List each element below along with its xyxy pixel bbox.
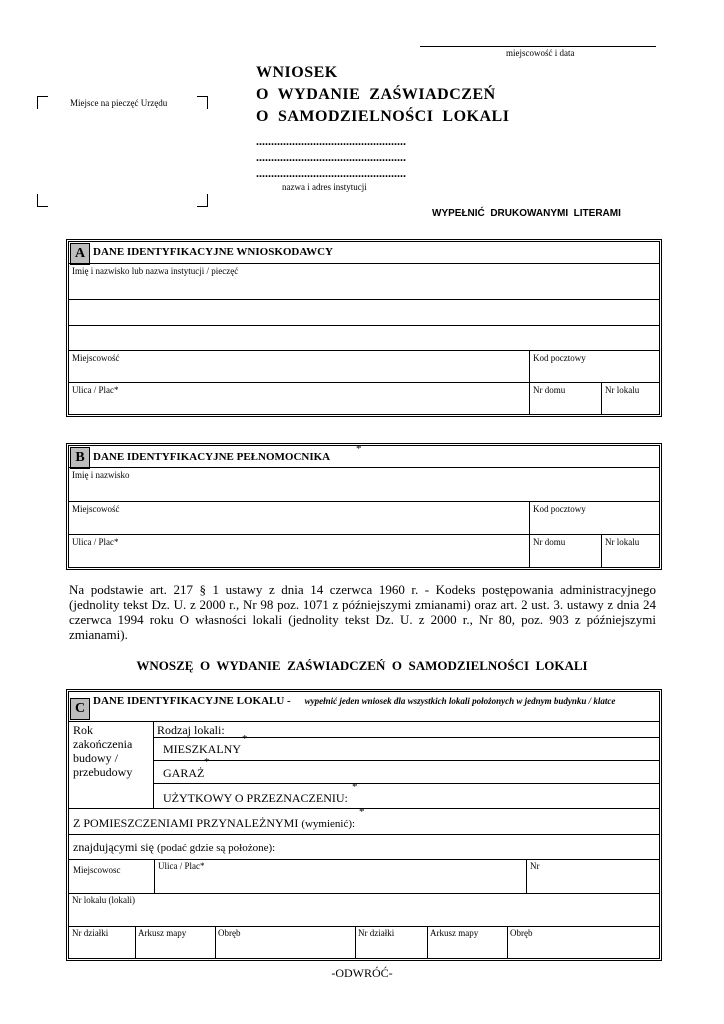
- place-date-line: [420, 46, 656, 47]
- request-heading: WNOSZĘ O WYDANIE ZAŚWIADCZEŃ O SAMODZIELNOŚCI LOKALI: [136, 658, 588, 673]
- c-map-sheet-field-1[interactable]: [137, 940, 213, 956]
- stamp-corner-tr: [197, 96, 208, 109]
- c-residential-option[interactable]: MIESZKALNY: [163, 742, 241, 756]
- c-year-label: Rok zakończenia budowy / przebudowy: [73, 723, 133, 779]
- a-name-field[interactable]: [72, 264, 656, 298]
- section-a: [66, 239, 662, 417]
- section-c: [66, 689, 662, 961]
- section-b-star: *: [356, 443, 362, 455]
- a-flat-label: Nr lokalu: [605, 385, 640, 395]
- c-located-hint: (podać gdzie są położone):: [156, 842, 276, 854]
- footer-turn-over: -ODWRÓĆ-: [331, 966, 393, 980]
- print-note: WYPEŁNIĆ DRUKOWANYMI LITERAMI: [432, 208, 621, 219]
- section-c-title: DANE IDENTYFIKACYJNE LOKALU -: [93, 695, 291, 707]
- c-map-sheet-field-2[interactable]: [429, 940, 505, 956]
- b-postal-label: Kod pocztowy: [533, 504, 586, 514]
- a-postal-label: Kod pocztowy: [533, 353, 586, 363]
- a-name-field-3[interactable]: [72, 326, 656, 349]
- b-name-label: Imię i nazwisko: [72, 470, 130, 480]
- b-city-field[interactable]: [72, 514, 527, 532]
- title-line-2: O WYDANIE ZAŚWIADCZEŃ: [256, 86, 496, 103]
- institution-label: nazwa i adres instytucji: [282, 182, 367, 192]
- c-type-label: Rodzaj lokali:: [157, 723, 225, 737]
- institution-dots-1: ..................................................: [256, 134, 406, 148]
- stamp-corner-tl: [37, 96, 48, 109]
- c-flat-nr-label: Nr lokalu (lokali): [72, 895, 135, 905]
- section-b-title: DANE IDENTYFIKACYJNE PEŁNOMOCNIKA: [93, 451, 331, 463]
- place-date-label: miejscowość i data: [506, 48, 575, 58]
- c-ancillary-label: Z POMIESZCZENIAMI PRZYNALEŻNYMI: [73, 816, 299, 830]
- a-street-label: Ulica / Plac*: [72, 385, 119, 395]
- legal-text: Na podstawie art. 217 § 1 ustawy z dnia 14 czerwca 1960 r. - Kodeks postępowania administracyjnego (jednolity tekst Dz. U. z 2000 r., Nr 98 poz. 1071 z późniejszymi zmianami) oraz art. 2 ust. 3. ustawy z dnia 24 czerwca 1994 roku O własności lokali (jednolity tekst Dz. U. z 2000 r., Nr 80, poz. 903 z późniejszymi zmianami).: [69, 582, 656, 642]
- c-utility-star: *: [352, 781, 358, 793]
- a-city-label: Miejscowość: [72, 353, 120, 363]
- b-city-label: Miejscowość: [72, 504, 120, 514]
- stamp-corner-bl: [37, 194, 48, 207]
- a-postal-field[interactable]: [531, 362, 655, 380]
- c-nr-field[interactable]: [529, 874, 655, 892]
- b-street-field[interactable]: [72, 547, 527, 565]
- c-plot-label-2: Nr działki: [358, 928, 395, 938]
- c-city-field[interactable]: [72, 876, 152, 892]
- b-flat-label: Nr lokalu: [605, 537, 640, 547]
- b-name-field[interactable]: [72, 480, 656, 499]
- c-nr-label: Nr: [530, 861, 540, 871]
- c-precinct-field-2[interactable]: [509, 940, 655, 956]
- institution-dots-2: ..................................................: [256, 150, 406, 164]
- c-precinct-field-1[interactable]: [217, 940, 353, 956]
- section-a-badge: A: [70, 243, 90, 265]
- b-house-field[interactable]: [531, 547, 599, 565]
- stamp-label: Miejsce na pieczęć Urzędu: [70, 98, 168, 108]
- a-name-field-2[interactable]: [72, 300, 656, 324]
- a-flat-field[interactable]: [603, 394, 655, 412]
- b-street-label: Ulica / Plac*: [72, 537, 119, 547]
- c-year-field[interactable]: [72, 784, 150, 806]
- c-located-label: znajdującymi się: [73, 840, 154, 854]
- c-ancillary-option[interactable]: [73, 816, 355, 831]
- c-utility-field[interactable]: [365, 784, 655, 806]
- c-map-sheet-label-1: Arkusz mapy: [138, 928, 187, 938]
- c-street-field[interactable]: [157, 874, 524, 892]
- title-line-1: WNIOSEK: [256, 64, 338, 81]
- c-plot-field-1[interactable]: [72, 940, 133, 956]
- stamp-corner-br: [197, 194, 208, 207]
- section-c-badge: C: [70, 698, 90, 720]
- c-map-sheet-label-2: Arkusz mapy: [430, 928, 479, 938]
- c-garage-option[interactable]: GARAŻ: [163, 766, 205, 780]
- c-flat-nr-field[interactable]: [72, 907, 655, 925]
- c-garage-star: *: [204, 756, 210, 768]
- institution-dots-3: ..................................................: [256, 166, 406, 180]
- c-precinct-label-2: Obręb: [510, 928, 533, 938]
- b-house-label: Nr domu: [533, 537, 566, 547]
- c-ancillary-star: *: [359, 806, 365, 818]
- c-plot-label-1: Nr działki: [72, 928, 109, 938]
- c-utility-option[interactable]: UŻYTKOWY O PRZEZNACZENIU:: [163, 791, 348, 805]
- b-flat-field[interactable]: [603, 547, 655, 565]
- c-located-field[interactable]: [309, 836, 655, 857]
- section-b: [66, 443, 662, 570]
- c-ancillary-hint: (wymienić):: [301, 818, 356, 830]
- c-street-label: Ulica / Plac*: [158, 861, 205, 871]
- c-residential-star: *: [242, 733, 248, 745]
- c-city-label: Miejscowosc: [73, 865, 121, 875]
- a-street-field[interactable]: [72, 394, 527, 412]
- c-ancillary-field[interactable]: [365, 810, 655, 832]
- a-house-field[interactable]: [531, 394, 599, 412]
- c-plot-field-2[interactable]: [357, 940, 425, 956]
- a-city-field[interactable]: [72, 362, 527, 380]
- b-postal-field[interactable]: [531, 514, 655, 532]
- section-c-note: wypełnić jeden wniosek dla wszystkich lokali położonych w jednym budynku / klatce: [304, 696, 616, 706]
- section-b-badge: B: [70, 447, 90, 469]
- a-name-label: Imię i nazwisko lub nazwa instytucji / pieczęć: [72, 266, 239, 276]
- section-a-title: DANE IDENTYFIKACYJNE WNIOSKODAWCY: [93, 246, 333, 258]
- a-house-label: Nr domu: [533, 385, 566, 395]
- title-line-3: O SAMODZIELNOŚCI LOKALI: [256, 108, 510, 125]
- c-located-row[interactable]: [73, 840, 275, 855]
- c-precinct-label-1: Obręb: [218, 928, 241, 938]
